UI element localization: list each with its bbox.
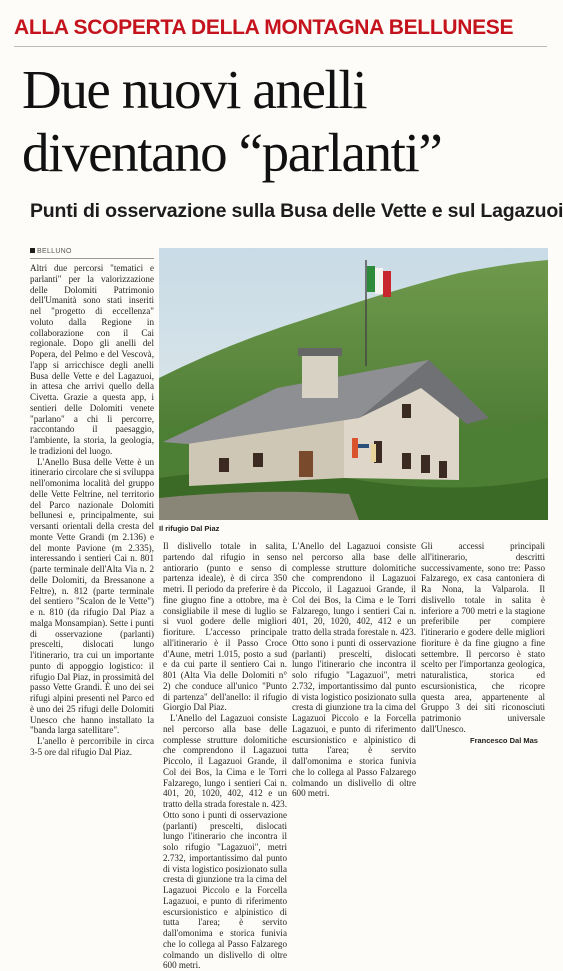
headline-line-1: Due nuovi anelli <box>22 59 367 120</box>
paragraph: L'Anello Busa delle Vette è un itinerario circolare che si sviluppa nell'omonima località del gruppo delle Vette Feltrine, nel territorio del Parco nazionale Dolomiti bellunesi e, principalmente, sui versanti orientali della cresta del monte Vette Grandi (m 2.136) e del monte Pavione (m 2.335), interessando i sentieri Cai n. 801 (parte terminale dell'Alta Via n. 2 delle Dolomiti, da Bressanone a Feltre), n. 812 (parte terminale del sentiero "Scalon de le Vette") e n. 810 (da rifugio Dal Piaz a malga Monsampian). Sette i punti di osservazione (parlanti) prescelti, dislocati lungo l'itinerario, tra cui un importante punto di appoggio logistico: il rifugio Dal Piaz, in prossimità del passo Vette Grandi. È uno dei sei rifugi alpini presenti nel Parco ed è uno dei 25 rifugi delle Dolomiti Unesco che hanno installato la "banda larga satellitare". <box>30 456 154 736</box>
author-byline: Francesco Dal Mas <box>470 736 538 745</box>
photo-caption: Il rifugio Dal Piaz <box>159 524 220 533</box>
article-column-2 <box>163 541 287 971</box>
paragraph: L'anello è percorribile in circa 3-5 ore dal rifugio Dal Piaz. <box>30 736 154 757</box>
square-bullet-icon <box>30 248 35 253</box>
paragraph: Il dislivello totale in salita, partendo dal rifugio in senso antiorario (punto e senso di partenza ideale), è di circa 350 metri. Il periodo da preferire è da fine giugno fine a ottobre, ma è consigliabile il mese di luglio se si vuol godere delle migliori fioriture. L'accesso principale all'itinerario è il Passo Croce d'Aune, metri 1.015, posto a sud e da cui parte il sentiero Cai n. 801 (Alta Via delle Dolomiti n° 2) che conduce all'unico "Punto di partenza" dell'anello: il rifugio Giorgio Dal Piaz. <box>163 541 287 713</box>
kicker-divider <box>14 46 547 47</box>
article-column-3 <box>292 541 416 799</box>
dateline <box>30 248 72 255</box>
article-column-1 <box>30 263 154 757</box>
article-photo <box>159 248 548 520</box>
headline-line-2: diventano “parlanti” <box>22 122 442 183</box>
article-subtitle: Punti di osservazione sulla Busa delle Vette e sul Lagazuoi <box>30 200 563 222</box>
paragraph: L'Anello del Lagazuoi consiste nel percorso alla base delle complesse strutture dolomitiche che comprendono il Lagazuoi Piccolo, il Lagazuoi Grande, il Col dei Bos, la Cima e le Torri Falzarego, lungo i sentieri Cai n. 401, 20, 1020, 402, 412 e un tratto della strada forestale n. 423. Otto sono i punti di osservazione (parlanti) prescelti, dislocati lungo l'itinerario che incontra il solo rifugio "Lagazuoi", metri 2.732, importantissimo dal punto di vista logistico posizionato sulla cresta di giunzione tra la cima del Lagazuoi Piccolo e la Forcella Lagazuoi, e punto di riferimento escursionistico e alpinistico di tutta l'area; è servito dall'omonima e storica funivia che lo collega al Passo Falzarego colmando un dislivello di oltre 600 metri. <box>163 713 287 971</box>
section-kicker: ALLA SCOPERTA DELLA MONTAGNA BELLUNESE <box>14 16 514 39</box>
dateline-divider <box>30 258 154 259</box>
paragraph: Gli accessi principali all'itinerario, descritti successivamente, sono tre: Passo Falzarego, ex casa cantoniera di Ra Nona, la Valparola. Il dislivello totale in salita è inferiore a 700 metri e la stagione preferibile per compiere l'itinerario e godere delle migliori fioriture è da fine giugno a fine settembre. Il percorso è stato scelto per l'importanza geologica, naturalistica, storica ed escursionistica, che ricopre questa area, appartenente al Gruppo 3 dei siti riconosciuti patrimonio universale dall'Unesco. <box>421 541 545 734</box>
paragraph: L'Anello del Lagazuoi consiste nel percorso alla base delle complesse strutture dolomitiche che comprendono il Lagazuoi Piccolo, il Lagazuoi Grande, il Col dei Bos, la Cima e le Torri Falzarego, lungo i sentieri Cai n. 401, 20, 1020, 402, 412 e un tratto della strada forestale n. 423. Otto sono i punti di osservazione (parlanti) prescelti, dislocati lungo l'itinerario che incontra il solo rifugio "Lagazuoi", metri 2.732, importantissimo dal punto di vista logistico posizionato sulla cresta di giunzione tra la cima del Lagazuoi Piccolo e la Forcella Lagazuoi, e punto di riferimento escursionistico e alpinistico di tutta l'area; è servito dall'omonima e storica funivia che lo collega al Passo Falzarego colmando un dislivello di oltre 600 metri. <box>292 541 416 799</box>
article-column-4 <box>421 541 545 736</box>
article-headline <box>22 58 552 184</box>
paragraph: Altri due percorsi "tematici e parlanti" per la valorizzazione delle Dolomiti Patrimonio dell'Umanità sono stati inseriti nel "progetto di eccellenza" voluto dalla Regione in collaborazione con il Cai regionale. Dopo gli anelli del Popera, del Pelmo e del Vescovà, l'app si arricchisce degli anelli Busa delle Vette e del Lagazuoi, in attesa che arrivi quello della Civetta. Grazie a questa app, i sentieri delle Dolomiti venete "parlano" a chi li percorre, raccontando il paesaggio, l'ambiente, la storia, la geologia, le tradizioni del luogo. <box>30 263 154 456</box>
dateline-text: BELLUNO <box>37 248 72 255</box>
